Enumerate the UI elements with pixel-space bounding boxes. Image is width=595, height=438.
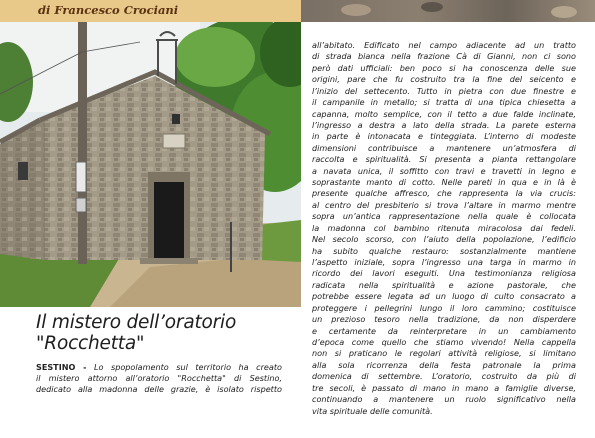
- body-line: capanna, molto semplice, con il tetto a due falde inclinate,: [312, 108, 576, 119]
- body-line: tre secoli, è passato di mano in mano a famiglie diverse,: [312, 382, 576, 393]
- strip-highlight: [341, 4, 371, 16]
- body-line: domenica di settembre. L’oratorio, costruito da più di: [312, 371, 576, 382]
- body-line: continuando a mantenere un ruolo significativo nella: [312, 394, 576, 405]
- body-line: ha subito qualche restauro: sostanzialmente mantiene: [312, 245, 576, 256]
- body-line: presente qualche affresco, che rappresenta la via crucis:: [312, 188, 576, 199]
- strip-highlight: [421, 2, 443, 12]
- top-photo-strip: [301, 0, 595, 22]
- body-line: e certamente da reinterpretare in un cambiamento: [312, 325, 576, 336]
- body-line: alla sola ricorrenza della festa patronale la prima: [312, 359, 576, 370]
- body-line: l’inizio del settecento. Tutto in pietra con due finestre e: [312, 85, 576, 96]
- body-line: il campanile in metallo; si tratta di una tipica chiesetta a: [312, 97, 576, 108]
- body-line: radicata nella spiritualità e azione pastorale, che: [312, 279, 576, 290]
- body-line: soprastante manto di cotto. Nelle pareti in qua e in là è: [312, 177, 576, 188]
- lead-line: il mistero attorno all’oratorio "Rocchetta" di Sestino,: [36, 373, 282, 384]
- body-line: origini, pare che fu costruito tra la fine del seicento e: [312, 74, 576, 85]
- body-line: all’abitato. Edificato nel campo adiacente ad un tratto: [312, 40, 576, 50]
- body-line: di strada bianca nella frazione Cà di Gianni, non ci sono: [312, 51, 576, 62]
- oratory-illustration: [0, 22, 301, 307]
- lead-line: dedicato alla madonna delle grazie, è isolato rispetto: [36, 384, 282, 395]
- body-line: proteggere i pellegrini lungo il loro cammino; costituisce: [312, 302, 576, 313]
- oratory-photo: [0, 22, 301, 307]
- body-line: non si praticano le regolari attività religiose, si limitano: [312, 348, 576, 359]
- body-line: al centro del presbiterio si trova l’altare in marmo mentre: [312, 199, 576, 210]
- body-line: un prezioso tesoro nella tradizione, da non disperdere: [312, 314, 576, 325]
- body-line: Nel secolo scorso, con l’aiuto della popolazione, l’edificio: [312, 234, 576, 245]
- body-line: però dati ufficiali: ben poco si ha conoscenza delle sue: [312, 62, 576, 73]
- body-line: vita spirituale delle comunità.: [312, 405, 433, 416]
- article-body-column: [312, 40, 576, 417]
- body-line: raccolta e spiritualità. Si presenta a pianta rettangolare: [312, 154, 576, 165]
- body-line: sopra un’antica rappresentazione nella quale è collocata: [312, 211, 576, 222]
- dateline: SESTINO -: [36, 362, 87, 372]
- body-line: in parte è intonacata e tinteggiata. L’interno di modeste: [312, 131, 576, 142]
- body-line: d’epoca come quello che stiamo vivendo! Nella cappella: [312, 336, 576, 347]
- body-line: ricordo dei lavori eseguiti. Una testimonianza religiosa: [312, 268, 576, 279]
- body-line: l’ingresso a destra a lato della strada. La parete esterna: [312, 119, 576, 130]
- body-line: potrebbe essere legata ad un luogo di culto consacrato a: [312, 291, 576, 302]
- lead-text: Lo spopolamento sul territorio ha creato: [86, 362, 282, 372]
- strip-highlight: [551, 6, 577, 18]
- author-banner: [0, 0, 301, 22]
- lead-line: [36, 362, 282, 373]
- body-line: dimensioni contribuisce a mantenere un’atmosfera di: [312, 142, 576, 153]
- body-line: la madonna col bambino ritenuta miracolosa dai fedeli.: [312, 222, 576, 233]
- body-line: l’aspetto iniziale, sopra l’ingresso una targa in marmo in: [312, 257, 576, 268]
- article-title: [36, 312, 296, 354]
- author-byline: di Francesco Crociani: [38, 3, 179, 17]
- title-line: Il mistero dell’oratorio: [36, 312, 237, 333]
- title-line: "Rocchetta": [36, 333, 145, 354]
- body-line: a navata unica, il soffitto con travi e travetti in legno e: [312, 165, 576, 176]
- article-lead: [36, 362, 282, 396]
